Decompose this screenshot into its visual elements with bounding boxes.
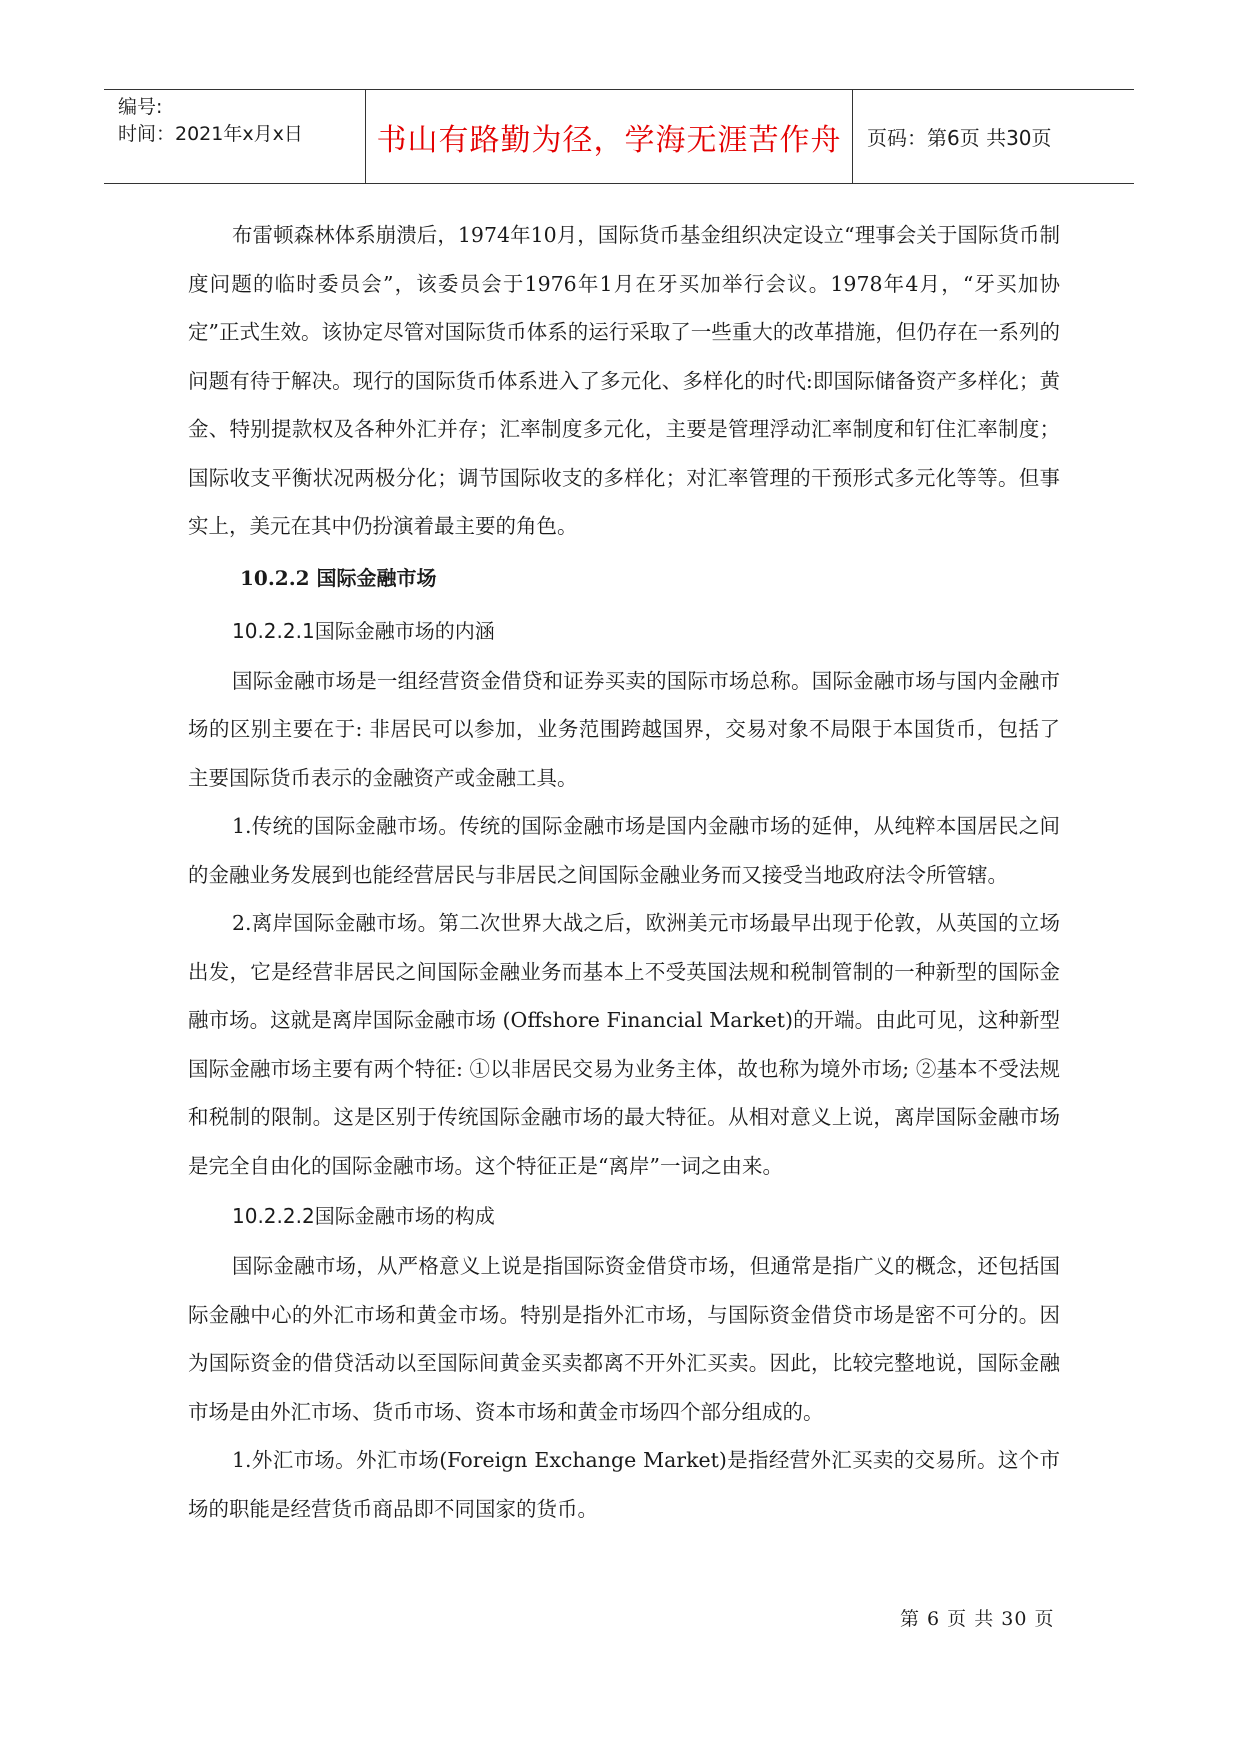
header-page-number: 页码：第6页 共30页: [867, 126, 1052, 150]
header-motto: 书山有路勤为径，学海无涯苦作舟: [366, 90, 853, 183]
document-number-label: 编号:: [118, 96, 163, 118]
paragraph: 国际金融市场，从严格意义上说是指国际资金借贷市场，但通常是指广义的概念，还包括国际金融中心的外汇市场和黄金市场。特别是指外汇市场，与国际资金借贷市场是密不可分的。因为国际资金的借贷活动以至国际间黄金买卖都离不开外汇买卖。因此，比较完整地说，国际金融市场是由外汇市场、货币市场、资本市场和黄金市场四个部分组成的。: [188, 1254, 1060, 1424]
paragraph: 布雷顿森林体系崩溃后，1974年10月，国际货币基金组织决定设立“理事会关于国际货币制度问题的临时委员会”，该委员会于1976年1月在牙买加举行会议。1978年4月，“牙买加协定”正式生效。该协定尽管对国际货币体系的运行采取了一些重大的改革措施，但仍存在一系列的问题有待于解决。现行的国际货币体系进入了多元化、多样化的时代:即国际储备资产多样化；黄金、特别提款权及各种外汇并存；汇率制度多元化，主要是管理浮动汇率制度和钉住汇率制度；国际收支平衡状况两极分化；调节国际收支的多样化；对汇率管理的干预形式多元化等等。但事实上，美元在其中仍扮演着最主要的角色。: [188, 223, 1060, 538]
paragraph: 1.传统的国际金融市场。传统的国际金融市场是国内金融市场的延伸，从纯粹本国居民之间的金融业务发展到也能经营居民与非居民之间国际金融业务而又接受当地政府法令所管辖。: [188, 814, 1060, 887]
paragraph: 国际金融市场是一组经营资金借贷和证券买卖的国际市场总称。国际金融市场与国内金融市场的区别主要在于: 非居民可以参加，业务范围跨越国界，交易对象不局限于本国货币，包括了主要国际货币表示的金融资产或金融工具。: [188, 668, 1060, 790]
subsection-heading: 10.2.2.1国际金融市场的内涵: [232, 618, 495, 643]
page-header: [104, 89, 1134, 184]
subsection-heading: 10.2.2.2国际金融市场的构成: [232, 1204, 495, 1228]
paragraph: 2.离岸国际金融市场。第二次世界大战之后，欧洲美元市场最早出现于伦敦，从英国的立场出发，它是经营非居民之间国际金融业务而基本上不受英国法规和税制管制的一种新型的国际金融市场。这就是离岸国际金融市场 (Offshore Financial Market)的开端。由此可见，这种新型国际金融市场主要有两个特征: ①以非居民交易为业务主体，故也称为境外市场; ②基本不受法规和税制的限制。这是区别于传统国际金融市场的最大特征。从相对意义上说，离岸国际金融市场是完全自由化的国际金融市场。这个特征正是“离岸”一词之由来。: [188, 911, 1060, 1178]
header-meta: [104, 90, 366, 183]
section-heading: 10.2.2 国际金融市场: [240, 565, 437, 590]
document-body: [188, 211, 1060, 1533]
document-time-label: 时间：2021年x月x日: [118, 123, 303, 145]
page-footer: 第 6 页 共 30 页: [900, 1608, 1055, 1630]
paragraph: 1.外汇市场。外汇市场(Foreign Exchange Market)是指经营外汇买卖的交易所。这个市场的职能是经营货币商品即不同国家的货币。: [188, 1448, 1060, 1521]
